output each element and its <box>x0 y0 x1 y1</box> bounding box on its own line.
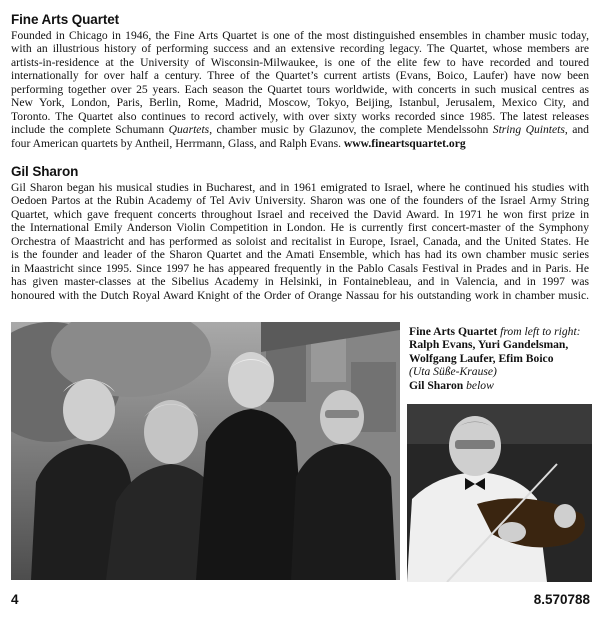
bio-line: Oedoen Partos at the Rubin Academy of Tel Aviv University. Sharon was one of the founders of the Israel Army String <box>11 194 589 208</box>
bio-line: honoured with the Dutch Royal Award Knight of the Order of Orange Nassau for his outstanding work in chamber music. <box>11 288 589 302</box>
caption-line-5 <box>409 379 597 392</box>
photo-caption <box>409 325 597 392</box>
caption-quartet-name: Fine Arts Quartet <box>409 325 498 338</box>
bio-text: include the complete Schumann <box>11 123 169 137</box>
quartet-photo-illustration <box>11 322 400 580</box>
bio-line: has given master-classes at the Sibelius Academy in Helsinki, in Fontainebleau, and in Valencia, and in 1997 was <box>11 275 589 289</box>
bio-line: Quartet, which gave frequent concerts throughout Israel and received the David Award. In 1971 he won first prize in <box>11 207 589 221</box>
bio-line: Gil Sharon began his musical studies in Bucharest, and in 1961 emigrated to Israel, where he continued his studies with <box>11 181 589 194</box>
gil-sharon-photo <box>407 404 592 582</box>
page-number: 4 <box>11 592 19 607</box>
website-link[interactable]: www.fineartsquartet.org <box>343 136 466 150</box>
caption-line-4 <box>409 365 597 378</box>
bio-line <box>11 137 589 150</box>
bio-line: internationally for over half a century. Three of the Quartet’s current artists (Evans, Boico, Laufer) have now been <box>11 69 589 83</box>
catalogue-number: 8.570788 <box>533 592 590 607</box>
bio-line: Orchestra of Maastricht and has performed as soloist and recitalist in Europe, Israel, Canada, and the United States. He <box>11 234 589 248</box>
fine-arts-quartet-photo <box>11 322 400 580</box>
caption-line-2 <box>409 338 597 351</box>
caption-from-left: from left to right: <box>497 325 581 338</box>
bio-line <box>11 123 589 136</box>
bio-line: Toronto. The Quartet also continues to record actively, with over sixty works recorded since 1985. The latest releases <box>11 109 589 123</box>
bio-line: the International Emily Anderson Violin Competition in London. He is currently first concert-master of the Symphony <box>11 221 589 235</box>
fine-arts-quartet-heading: Fine Arts Quartet <box>11 12 120 27</box>
bio-line: in Maastricht since 1995. Since 1997 he has appeared frequently in the Pablo Casals Festival in Prades and in Paris. He <box>11 261 589 275</box>
caption-line-3 <box>409 352 597 365</box>
caption-separator: , <box>472 338 478 352</box>
caption-member: Wolfgang Laufer <box>409 351 493 365</box>
fine-arts-quartet-biography <box>11 29 589 150</box>
bio-line: Founded in Chicago in 1946, the Fine Arts Quartet is one of the most distinguished ensembles in chamber music today, <box>11 29 589 42</box>
caption-member: Yuri Gandelsman <box>477 338 566 352</box>
bio-line: with an illustrious history of performing success and an extensive recording legacy. The Quartet, whose members are <box>11 42 589 56</box>
caption-member: Efim Boico <box>498 351 554 365</box>
photo-credit: (Uta Süße-Krause) <box>409 365 497 379</box>
caption-separator: , <box>492 351 499 365</box>
quartets-title: Quartets <box>168 123 210 137</box>
bio-line: performing together over 25 years. Each season the Quartet tours worldwide, with concerts in such musical centres as <box>11 82 589 96</box>
string-quintets-title: String Quintets <box>492 123 565 137</box>
sharon-photo-illustration <box>407 404 592 582</box>
bio-line: artists-in-residence at the University of Wisconsin-Milwaukee, is one of the elite few to have recorded and toured <box>11 55 589 69</box>
bio-line: is the founder and leader of the Sharon Quartet and the Amati Ensemble, which has had its own chamber music series <box>11 248 589 262</box>
gil-sharon-biography <box>11 181 589 302</box>
caption-below: below <box>463 378 494 392</box>
bio-text: four American quartets by Antheil, Herrmann, Glass, and Ralph Evans. <box>11 136 344 150</box>
caption-separator: , <box>565 338 569 352</box>
bio-line: New York, London, Paris, Berlin, Rome, Madrid, Moscow, Tokyo, Beijing, Istanbul, Jerusalem, Mexico City, and <box>11 96 589 110</box>
gil-sharon-heading: Gil Sharon <box>11 164 79 179</box>
bio-text: , and <box>564 123 589 137</box>
caption-sharon-name: Gil Sharon <box>409 378 464 392</box>
bio-text: , chamber music by Glazunov, the complete Mendelssohn <box>209 123 493 137</box>
caption-line-1 <box>409 325 597 338</box>
caption-member: Ralph Evans <box>409 338 473 352</box>
